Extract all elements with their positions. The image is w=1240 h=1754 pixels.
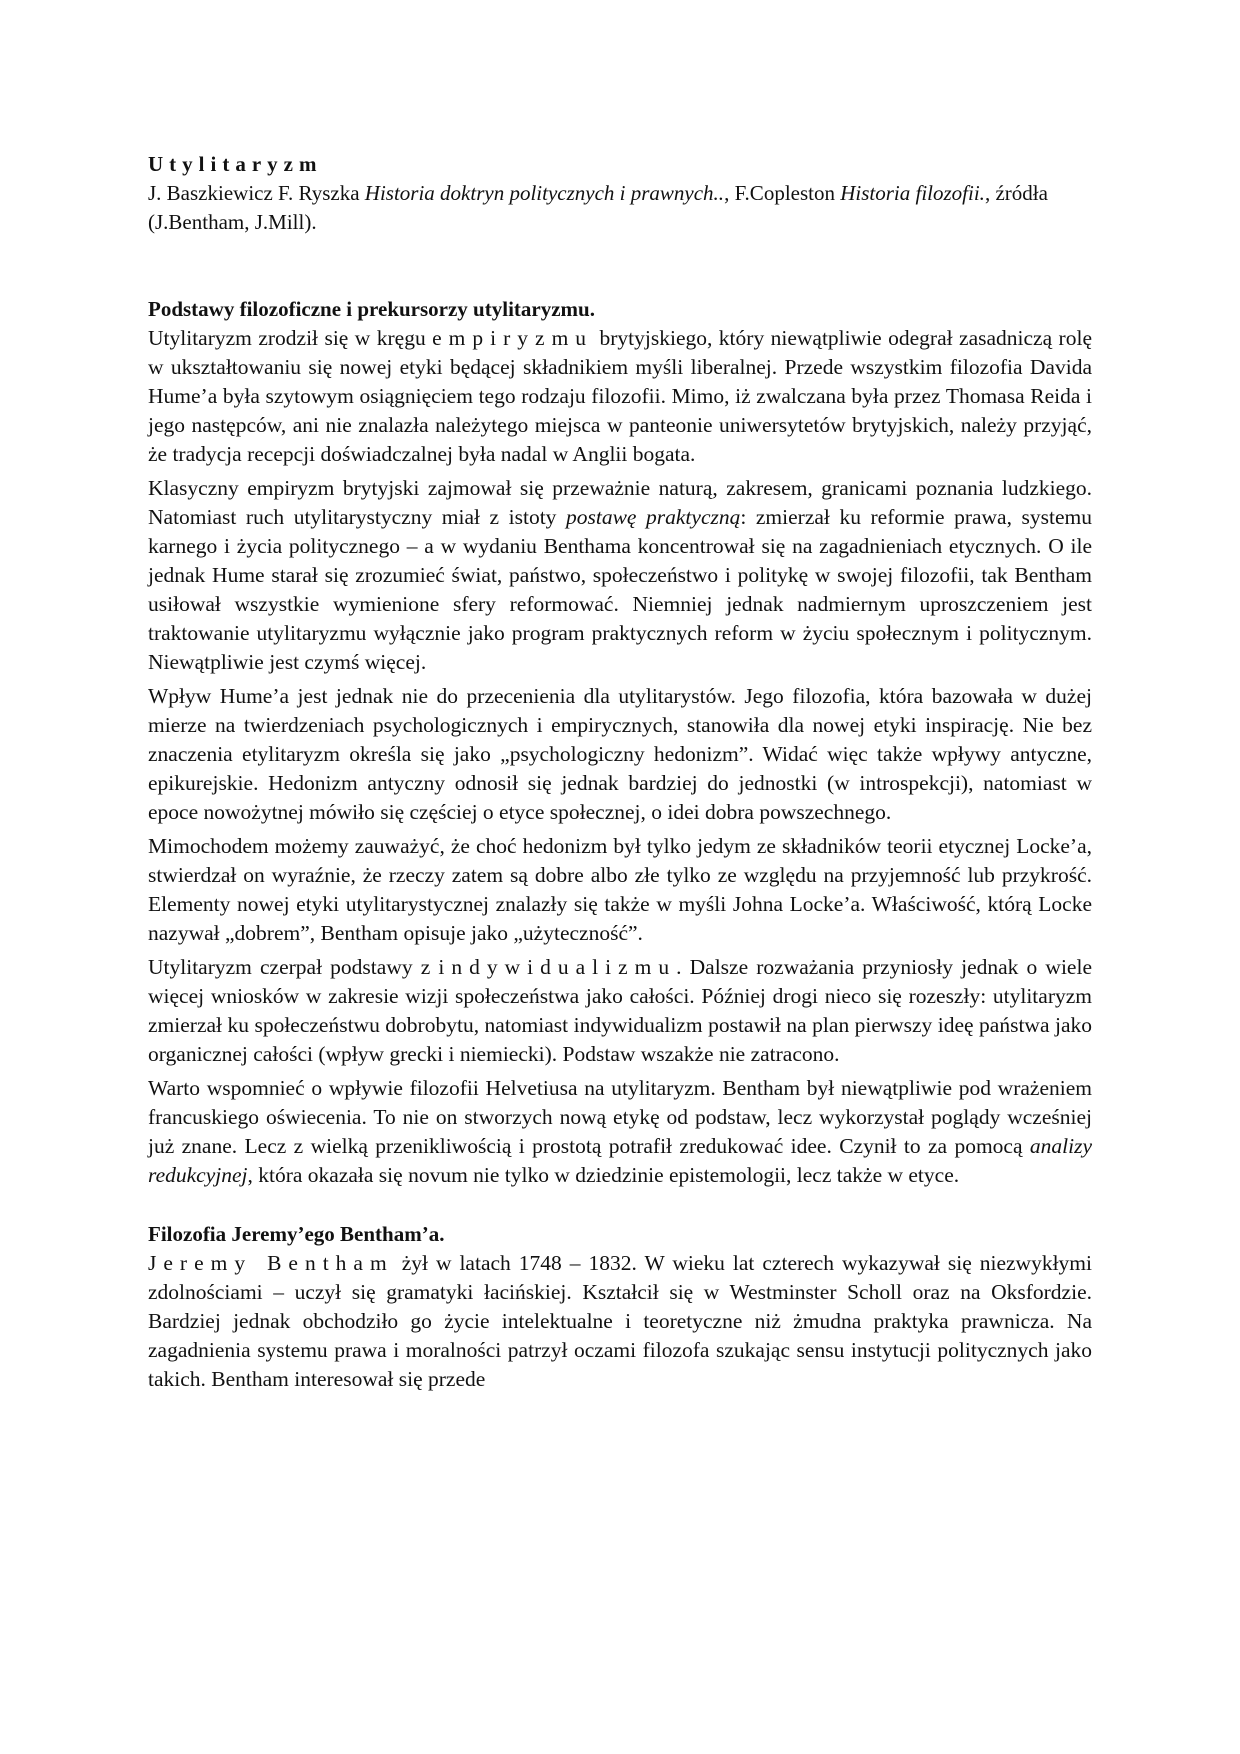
section-heading-foundations: Podstawy filozoficzne i prekursorzy utylitaryzmu. [148,297,595,321]
paragraph [148,953,1092,1069]
paragraph-text: żył w latach 1748 – 1832. W wieku lat czterech wykazywał się niezwykłymi zdolnościami – uczył się gramatyki łacińskiej. Kształcił się w Westminster Scholl oraz na Oksfordzie. Bardziej jednak obchodziło go życie intelektualne i teoretyczne niż żmudna praktyka prawnicza. Na zagadnienia systemu prawa i moralności patrzył oczami filozofa szukając sensu instytucji politycznych jako takich. Bentham interesował się przede [148,1251,1092,1391]
section-heading-bentham: Filozofia Jeremy’ego Bentham’a. [148,1222,445,1246]
spaced-term-indywidualizm: indywidualizmu [438,955,677,979]
paragraph [148,1074,1092,1190]
references-book-2: Historia filozofii. [840,181,985,205]
references-separator: , F.Copleston [724,181,841,205]
paragraph-text: . Dalsze rozważania przyniosły jednak o wiele więcej wniosków w zakresie wizji społeczeństwa jako całości. Później drogi nieco się rozeszły: utylitaryzm zmierzał ku społeczeństwu dobrobytu, natomiast indywidualizm postawił na plan pierwszy ideę państwa jako organicznej całości (wpływ grecki i niemiecki). Podstaw wszakże nie zatracono. [148,955,1092,1066]
paragraph-text: Warto wspomnieć o wpływie filozofii Helvetiusa na utylitaryzm. Bentham był niewątpliwie pod wrażeniem francuskiego oświecenia. To nie on stworzych nową etykę od podstaw, lecz wykorzystał poglądy wcześniej już znane. Lecz z wielką przenikliwością i prostotą potrafił zredukować idee. Czynił to za pomocą [148,1076,1092,1158]
paragraph-text: Klasyczny empiryzm brytyjski zajmował się przeważnie naturą, zakresem, granicami poznania ludzkiego. Natomiast ruch utylitarystyczny miał z istoty [148,476,1092,529]
paragraph [148,474,1092,677]
italic-term: postawę praktyczną [565,505,741,529]
paragraph: Mimochodem możemy zauważyć, że choć hedonizm był tylko jedym ze składników teorii etycznej Locke’a, stwierdzał on wyraźnie, że rzeczy zatem są dobre albo złe tylko ze względu na przyjemność lub przykrość. Elementy nowej etyki utylitarystycznej znalazły się także w myśli Johna Locke’a. Właściwość, którą Locke nazywał „dobrem”, Bentham opisuje jako „użyteczność”. [148,834,1092,945]
paragraph: Wpływ Hume’a jest jednak nie do przecenienia dla utylitarystów. Jego filozofia, która bazowała w dużej mierze na twierdzeniach psychologicznych i empirycznych, stanowiła dla nowej etyki inspirację. Nie bez znaczenia etylitaryzm określa się jako „psychologiczny hedonizm”. Widać więc także wpływy antyczne, epikurejskie. Hedonizm antyczny odnosił się jednak bardziej do jednostki (w introspekcji), natomiast w epoce nowożytnej mówiło się częściej o etyce społecznej, o idei dobra powszechnego. [148,684,1092,824]
paragraph-text: : zmierzał ku reformie prawa, systemu karnego i życia politycznego – a w wydaniu Benthama koncentrował się na zagadnieniach etycznych. O ile jednak Hume starał się zrozumieć świat, państwo, społeczeństwo i politykę w swojej filozofii, tak Bentham usiłował wszystkie wymienione sfery reformować. Niemniej jednak nadmiernym uproszczeniem jest traktowanie utylitaryzmu wyłącznie jako program praktycznych reform w życiu społecznym i politycznym. Niewątpliwie jest czymś więcej. [148,505,1093,674]
references-line [148,179,1092,237]
paragraph-text: , która okazała się novum nie tylko w dziedzinie epistemologii, lecz także w etyce. [247,1163,960,1187]
paragraph [148,1249,1092,1394]
paragraph-text: Utylitaryzm czerpał podstawy z [148,955,439,979]
paragraph-text: brytyjskiego, który niewątpliwie odegrał zasadniczą rolę w ukształtowaniu się nowej etyki będącej składnikiem myśli liberalnej. Przede wszystkim filozofia Davida Hume’a była szytowym osiągnięciem tego rodzaju filozofii. Mimo, iż zwalczana była przez Thomasa Reida i jego następców, ani nie znalazła należytego miejsca w panteonie uniwersytetów brytyjskich, należy przyjąć, że tradycja recepcji doświadczalnej była nadal w Anglii bogata. [148,326,1092,466]
references-book-1: Historia doktryn politycznych i prawnych.. [364,181,725,205]
references-tail: , źródła (J.Bentham, J.Mill). [148,181,1048,234]
references-authors: J. Baszkiewicz F. Ryszka [148,181,365,205]
paragraph [148,324,1092,469]
document-title: Utylitaryzm [148,152,323,176]
italic-term: analizy redukcyjnej [148,1134,1092,1187]
document-page [148,150,1092,1399]
spaced-name-bentham: Jeremy Bentham [148,1251,394,1275]
paragraph-text: Utylitaryzm zrodził się w kręgu [148,326,433,350]
spaced-term-empiryzm: empiryzmu [432,326,594,350]
